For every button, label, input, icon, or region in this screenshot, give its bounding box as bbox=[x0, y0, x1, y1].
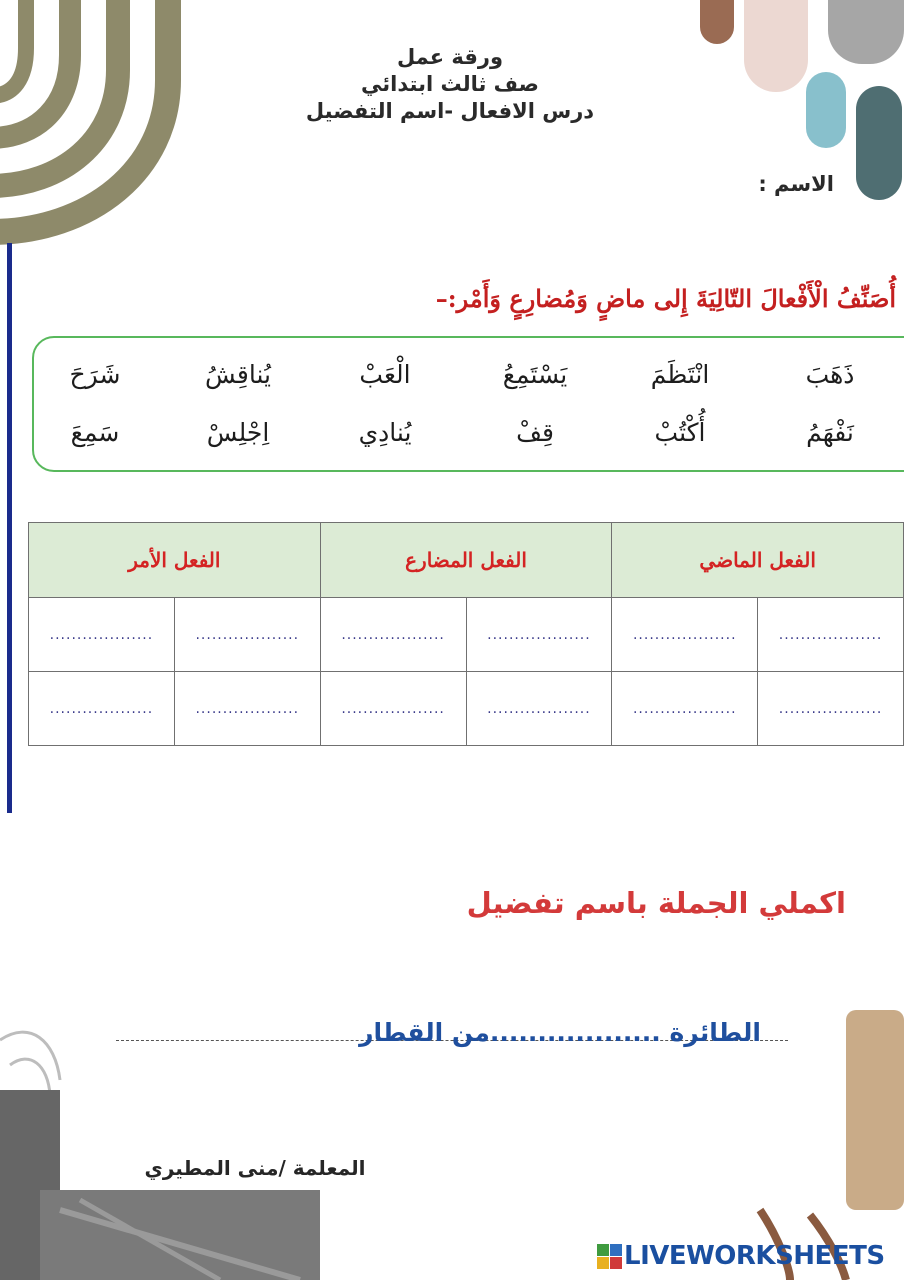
verb-word[interactable]: قِفْ bbox=[516, 418, 554, 447]
answer-cell[interactable]: ................... bbox=[612, 598, 758, 672]
header-imperative-verb: الفعل الأمر bbox=[29, 523, 321, 598]
answer-cell[interactable]: ................... bbox=[758, 672, 904, 746]
verb-word[interactable]: يُناقِشُ bbox=[205, 360, 271, 389]
verb-word[interactable]: يُنادِي bbox=[358, 418, 412, 447]
answer-cell[interactable]: ................... bbox=[758, 598, 904, 672]
answer-cell[interactable]: ................... bbox=[466, 672, 612, 746]
verb-word[interactable]: يَسْتَمِعُ bbox=[502, 360, 568, 389]
table-row bbox=[29, 598, 904, 672]
header-present-verb: الفعل المضارع bbox=[320, 523, 612, 598]
header-line-3: درس الافعال -اسم التفضيل bbox=[305, 99, 595, 123]
header-line-1: ورقة عمل bbox=[396, 45, 504, 69]
verb-word[interactable]: سَمِعَ bbox=[70, 418, 120, 447]
verb-word[interactable]: شَرَحَ bbox=[69, 360, 121, 389]
answer-cell[interactable]: ................... bbox=[29, 672, 175, 746]
classification-instruction: أُصَنِّفُ الْأَفْعالَ التّالِيَةَ إِلى ماضٍ وَمُضارِعٍ وَأَمْر:– bbox=[435, 284, 896, 313]
answer-cell[interactable]: ................... bbox=[612, 672, 758, 746]
verb-word-box bbox=[32, 336, 904, 472]
liveworksheets-logo bbox=[597, 1241, 885, 1271]
verb-word[interactable]: أُكْتُبْ bbox=[654, 418, 706, 447]
teacher-name: المعلمة /منى المطيري bbox=[144, 1156, 366, 1180]
liveworksheets-logo-icon bbox=[597, 1244, 622, 1269]
verb-word[interactable]: نَفْهَمُ bbox=[806, 418, 854, 447]
answer-cell[interactable]: ................... bbox=[174, 598, 320, 672]
verb-word[interactable]: الْعَبْ bbox=[359, 360, 411, 389]
header-past-verb: الفعل الماضي bbox=[612, 523, 904, 598]
decorative-rings-shape bbox=[0, 0, 190, 245]
answer-cell[interactable]: ................... bbox=[466, 598, 612, 672]
classification-table bbox=[28, 522, 904, 746]
student-name-label: الاسم : bbox=[758, 172, 834, 196]
answer-cell[interactable]: ................... bbox=[320, 598, 466, 672]
liveworksheets-logo-text: LIVEWORKSHEETS bbox=[624, 1241, 885, 1271]
worksheet-header bbox=[240, 44, 660, 125]
task-title: اكملي الجملة باسم تفضيل bbox=[466, 886, 846, 920]
verb-word[interactable]: اِجْلِسْ bbox=[206, 418, 270, 447]
table-header-row bbox=[29, 523, 904, 598]
verb-word[interactable]: ذَهَبَ bbox=[805, 360, 855, 389]
answer-cell[interactable]: ................... bbox=[320, 672, 466, 746]
fill-blank-sentence[interactable]: الطائرة ..................من القطار bbox=[359, 1018, 761, 1047]
answer-cell[interactable]: ................... bbox=[174, 672, 320, 746]
header-line-2: صف ثالث ابتدائي bbox=[361, 72, 539, 96]
decorative-brush-shape-left bbox=[0, 1020, 320, 1280]
table-row bbox=[29, 672, 904, 746]
decorative-brush-shape-right bbox=[750, 1010, 904, 1280]
verb-word[interactable]: انْتَظَمَ bbox=[650, 360, 710, 389]
answer-cell[interactable]: ................... bbox=[29, 598, 175, 672]
side-divider-bar bbox=[7, 243, 12, 813]
